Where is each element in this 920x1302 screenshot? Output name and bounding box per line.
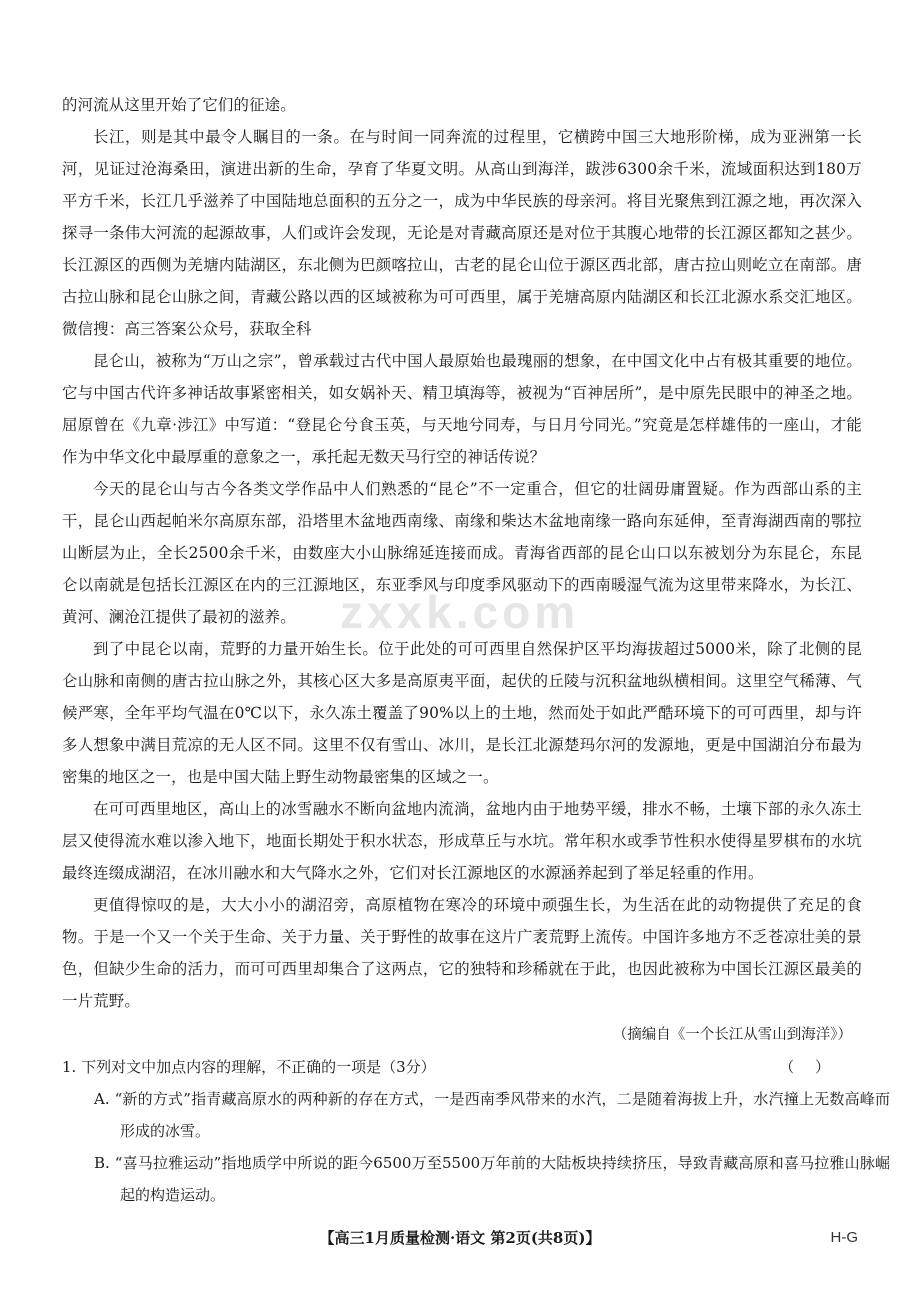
question-stem: 1. 下列对文中加点内容的理解，不正确的一项是（3分） <box>62 1058 436 1076</box>
watermark: zxxk.com <box>340 586 580 638</box>
option-a: A. “新的方式”指青藏高原水的两种新的存在方式，一是西南季风带来的水汽，二是随着海拔上升，水汽撞上无数高峰而形成的冰雪。 <box>94 1090 890 1140</box>
answer-bracket: （ ） <box>779 1058 838 1076</box>
paragraph-1: 长江，则是其中最令人瞩目的一条。在与时间一同奔流的过程里，它横跨中国三大地形阶梯，成为亚洲第一长河，见证过沧海桑田，演进出新的生命，孕育了华夏文明。从高山到海洋，跋涉6300余千米，流域面积达到180万平方千米，长江几乎滋养了中国陆地总面积的五分之一，成为中华民族的母亲河。将目光聚焦到江源之地，再次深入探寻一条伟大河流的起源故事，人们或许会发现，无论是对青藏高原还是对位于其腹心地带的长江源区都知之甚少。长江源区的西侧为羌塘内陆湖区，东北侧为巴颜喀拉山，古老的昆仑山位于源区西北部，唐古拉山则屹立在南部。唐古拉山脉和昆仑山脉之间，青藏公路以西的区域被称为可可西里，属于羌塘高原内陆湖区和长江北源水系交汇地区。微信搜：高三答案公众号，获取全科 <box>62 128 862 338</box>
source-citation: （摘编自《一个长江从雪山到海洋》） <box>612 1027 852 1043</box>
paragraph-2: 昆仑山，被称为“万山之宗”，曾承载过古代中国人最原始也最瑰丽的想象，在中国文化中占有极其重要的地位。它与中国古代许多神话故事紧密相关，如女娲补天、精卫填海等，被视为“百神居所”，是中原先民眼中的神圣之地。屈原曾在《九章·涉江》中写道：“登昆仑兮食玉英，与天地兮同寿，与日月兮同光。”究竟是怎样雄伟的一座山，才能作为中华文化中最厚重的意象之一，承托起无数天马行空的神话传说？ <box>62 352 862 466</box>
paragraph-4: 到了中昆仑以南，荒野的力量开始生长。位于此处的可可西里自然保护区平均海拔超过5000米，除了北侧的昆仑山脉和南侧的唐古拉山脉之外，其核心区大多是高原夷平面，起伏的丘陵与沉积盆地纵横相间。这里空气稀薄、气候严寒，全年平均气温在0℃以下，永久冻土覆盖了90%以上的土地，然而处于如此严酷环境下的可可西里，却与许多人想象中满目荒凉的无人区不同。这里不仅有雪山、冰川，是长江北源楚玛尔河的发源地，更是中国湖泊分布最为密集的地区之一，也是中国大陆上野生动物最密集的区域之一。 <box>62 640 862 786</box>
question-1 <box>62 1051 864 1083</box>
paragraph-3: 今天的昆仑山与古今各类文学作品中人们熟悉的“昆仑”不一定重合，但它的壮阔毋庸置疑。作为西部山系的主干，昆仑山西起帕米尔高原东部，沿塔里木盆地西南缘、南缘和柴达木盆地南缘一路向东延伸，至青海湖西南的鄂拉山断层为止，全长2500余千米，由数座大小山脉绵延连接而成。青海省西部的昆仑山口以东被划分为东昆仑，东昆仑以南就是包括长江源区在内的三江源地区，东亚季风与印度季风驱动下的西南暖湿气流为这里带来降水，为长江、黄河、澜沧江提供了最初的滋养。 <box>62 480 862 626</box>
paragraph-6: 更值得惊叹的是，大大小小的湖沼旁，高原植物在寒冷的环境中顽强生长，为生活在此的动物提供了充足的食物。于是一个又一个关于生命、关于力量、关于野性的故事在这片广袤荒野上流传。中国许多地方不乏苍凉壮美的景色，但缺少生命的活力，而可可西里却集合了这两点，它的独特和珍稀就在于此，也因此被称为中国长江源区最美的一片荒野。 <box>62 896 862 1010</box>
paragraph-0: 的河流从这里开始了它们的征途。 <box>62 96 296 114</box>
footer-code: H-G <box>830 1229 858 1246</box>
option-b: B. “喜马拉雅运动”指地质学中所说的距今6500万至5500万年前的大陆板块持续挤压，导致青藏高原和喜马拉雅山脉崛起的构造运动。 <box>94 1154 890 1204</box>
paragraph-5: 在可可西里地区，高山上的冰雪融水不断向盆地内流淌，盆地内由于地势平缓，排水不畅，土壤下部的永久冻土层又使得流水难以渗入地下，地面长期处于积水状态，形成草丘与水坑。常年积水或季节性积水使得星罗棋布的水坑最终连缀成湖沼，在冰川融水和大气降水之外，它们对长江源地区的水源涵养起到了举足轻重的作用。 <box>62 800 862 882</box>
footer-title: 【高三1月质量检测·语文 第2页(共8页)】 <box>319 1229 601 1247</box>
